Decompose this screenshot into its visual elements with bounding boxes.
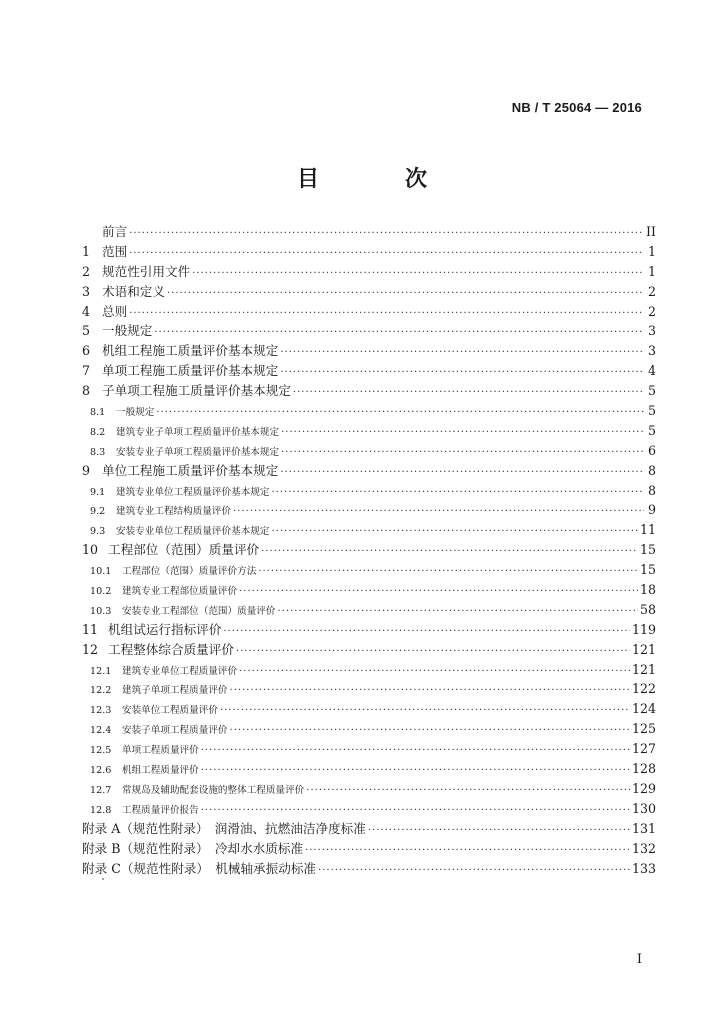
toc-entry-label: 单位工程施工质量评价基本规定	[102, 462, 279, 478]
dot-leader	[280, 363, 644, 383]
toc-entry-page: 5	[647, 383, 656, 399]
toc-entry-label: 单项工程质量评价	[122, 745, 199, 757]
toc-entry-number: 12	[82, 641, 99, 657]
toc-entry-number: 2	[82, 263, 91, 279]
toc-entry-label: 一般规定	[116, 407, 155, 419]
toc-entry[interactable]	[82, 341, 656, 361]
dot-leader	[280, 463, 644, 483]
toc-subentry[interactable]	[82, 719, 656, 739]
toc-entry-number: 8.2	[90, 426, 106, 438]
toc-subentry[interactable]	[82, 679, 656, 699]
toc-entry-number: 12.7	[90, 784, 112, 796]
toc-entry-page: 119	[631, 621, 656, 637]
dot-leader	[239, 662, 630, 682]
toc-entry-label: 工程部位（范围）质量评价方法	[122, 566, 257, 578]
toc-subentry[interactable]	[82, 699, 656, 719]
toc-entry-page: 1	[647, 243, 656, 259]
dot-leader	[167, 284, 644, 304]
toc-entry-label: 范围	[102, 243, 128, 259]
toc-subentry[interactable]	[82, 500, 656, 520]
toc-entry-label: 单项工程施工质量评价基本规定	[102, 363, 279, 379]
dot-leader	[230, 681, 630, 701]
dot-leader	[239, 582, 638, 602]
toc-subentry[interactable]	[82, 660, 656, 680]
toc-entry-label: 机组试运行指标评价	[108, 621, 222, 637]
toc-entry-page: 2	[647, 283, 656, 299]
toc-entry-label: 常规岛及辅助配套设施的整体工程质量评价	[122, 784, 305, 796]
dot-leader	[305, 841, 630, 861]
dot-leader	[156, 403, 644, 423]
toc-entry[interactable]	[82, 540, 656, 560]
toc-subentry[interactable]	[82, 779, 656, 799]
dot-leader	[278, 602, 638, 622]
toc-entry-label: 安装专业子单项工程质量评价基本规定	[116, 446, 280, 458]
toc-entry-label: 安装单位工程质量评价	[122, 705, 218, 717]
toc-entry-label: 工程整体综合质量评价	[108, 641, 234, 657]
toc-entry[interactable]	[82, 381, 656, 401]
toc-subentry[interactable]	[82, 481, 656, 501]
dot-leader	[281, 423, 644, 443]
dot-leader	[220, 701, 630, 721]
toc-entry-page: 133	[631, 860, 656, 876]
toc-entry-page: 6	[647, 442, 656, 458]
toc-entry-page: 128	[631, 761, 656, 777]
toc-entry[interactable]	[82, 839, 656, 859]
toc-entry[interactable]	[82, 620, 656, 640]
toc-entry-page: 3	[647, 323, 656, 339]
toc-entry[interactable]	[82, 859, 656, 879]
dot-leader	[201, 741, 630, 761]
dot-leader	[230, 721, 630, 741]
toc-entry-label: 一般规定	[102, 323, 153, 339]
toc-entry-label: 机组工程施工质量评价基本规定	[102, 343, 279, 359]
toc-entry[interactable]	[82, 640, 656, 660]
toc-entry-number: 10	[82, 542, 99, 558]
toc-subentry[interactable]	[82, 759, 656, 779]
toc-entry-page: 121	[631, 641, 656, 657]
dot-leader	[129, 304, 644, 324]
toc-entry[interactable]	[82, 321, 656, 341]
toc-entry-number: 4	[82, 303, 91, 319]
toc-entry-page: 1	[647, 263, 656, 279]
toc-entry-number: 9	[82, 462, 91, 478]
toc-subentry[interactable]	[82, 401, 656, 421]
toc-entry-page: 124	[631, 701, 656, 717]
dot-leader	[201, 761, 630, 781]
toc-entry-page: 8	[647, 462, 656, 478]
standard-code: NB / T 25064 — 2016	[511, 100, 642, 115]
toc-entry-label: 子单项工程施工质量评价基本规定	[102, 383, 291, 399]
toc-entry-page: 8	[647, 482, 656, 498]
dot-leader	[236, 642, 630, 662]
toc-entry-number: 11	[82, 621, 99, 637]
toc-subentry[interactable]	[82, 600, 656, 620]
toc-entry-page: 129	[631, 780, 656, 796]
toc-entry-page: 131	[631, 820, 656, 836]
toc-entry-number: 8.1	[90, 407, 106, 419]
toc-entry-number: 12.4	[90, 725, 112, 737]
dot-leader	[306, 781, 630, 801]
toc-entry[interactable]	[82, 222, 656, 242]
toc-entry-page: 132	[631, 840, 656, 856]
toc-entry-number: 10.3	[90, 605, 112, 617]
toc-entry-number: 8	[82, 383, 91, 399]
toc-entry-page: 4	[647, 363, 656, 379]
toc-entry-label: 机组工程质量评价	[122, 765, 199, 777]
toc-subentry[interactable]	[82, 799, 656, 819]
toc-subentry[interactable]	[82, 560, 656, 580]
toc-entry-number: 9.3	[90, 526, 106, 538]
toc-entry-page: 15	[639, 562, 656, 578]
toc-entry-number: 12.1	[90, 665, 112, 677]
toc-entry-page: 130	[631, 800, 656, 816]
toc-entry-number: 10.1	[90, 566, 112, 578]
toc-entry-label: 建筑子单项工程质量评价	[122, 685, 228, 697]
toc-entry-page: 15	[639, 542, 656, 558]
toc-entry-page: 3	[647, 343, 656, 359]
toc-entry[interactable]	[82, 302, 656, 322]
dot-leader	[293, 383, 644, 403]
toc-subentry[interactable]	[82, 441, 656, 461]
dot-leader	[129, 244, 644, 264]
toc-entry-page: II	[646, 224, 656, 239]
toc-entry[interactable]	[82, 819, 656, 839]
toc-entry[interactable]	[82, 461, 656, 481]
toc-entry-label: 建筑专业单位工程质量评价基本规定	[116, 486, 270, 498]
toc-entry-label: 建筑专业工程部位质量评价	[122, 586, 238, 598]
toc-subentry[interactable]	[82, 520, 656, 540]
toc-entry-page: 127	[631, 741, 656, 757]
toc-entry-page: 11	[639, 522, 656, 538]
toc-entry-number: 12.3	[90, 705, 112, 717]
toc-entry-label: 附录 A（规范性附录） 润滑油、抗燃油洁净度标准	[82, 820, 366, 836]
toc-entry-label: 建筑专业工程结构质量评价	[116, 506, 232, 518]
toc-entry-page: 125	[631, 721, 656, 737]
toc-entry[interactable]	[82, 242, 656, 262]
toc-entry-number: 12.5	[90, 745, 112, 757]
page-title: 目 次	[296, 167, 459, 192]
toc-entry-number: 7	[82, 363, 91, 379]
dot-leader	[129, 224, 644, 244]
toc-entry-label: 附录 B（规范性附录） 冷却水水质标准	[82, 840, 304, 856]
toc-entry-number: 10.2	[90, 586, 112, 598]
dot-leader	[272, 522, 638, 542]
toc-entry-label: 规范性引用文件	[102, 263, 191, 279]
dot-leader	[192, 264, 644, 284]
dot-leader	[272, 483, 645, 503]
toc-entry-label: 总则	[102, 303, 128, 319]
toc-entry-number: 12.6	[90, 765, 112, 777]
toc-entry-label: 工程质量评价报告	[122, 804, 199, 816]
toc-entry-label: 建筑专业子单项工程质量评价基本规定	[116, 426, 280, 438]
toc-entry-page: 121	[631, 661, 656, 677]
dot-leader	[318, 861, 630, 881]
dot-leader	[280, 343, 644, 363]
toc-entry-number: 12.8	[90, 804, 112, 816]
toc-entry-number: 8.3	[90, 446, 106, 458]
toc-entry-number: 1	[82, 243, 91, 259]
dot-leader	[223, 622, 630, 642]
dot-leader	[261, 542, 638, 562]
toc-entry-number: 9.2	[90, 506, 106, 518]
toc-subentry[interactable]	[82, 421, 656, 441]
toc-entry-page: 122	[631, 681, 656, 697]
toc-entry-page: 58	[639, 601, 656, 617]
toc-entry-label: 安装子单项工程质量评价	[122, 725, 228, 737]
toc-entry[interactable]	[82, 282, 656, 302]
toc-entry-number: 9.1	[90, 486, 106, 498]
toc-entry-label: 术语和定义	[102, 283, 165, 299]
toc-entry-label: 安装专业单位工程质量评价基本规定	[116, 526, 270, 538]
toc-entry-number: 5	[82, 323, 91, 339]
toc-entry-label: 安装专业工程部位（范围）质量评价	[122, 605, 276, 617]
dot-leader	[258, 562, 638, 582]
toc-entry-page: 5	[647, 422, 656, 438]
toc-subentry[interactable]	[82, 739, 656, 759]
toc-entry-page: 5	[647, 403, 656, 419]
toc-entry[interactable]	[82, 262, 656, 282]
toc-entry-page: 9	[647, 502, 656, 518]
dot-leader	[368, 821, 630, 841]
toc-entry-number: 6	[82, 343, 91, 359]
scan-speck	[102, 878, 104, 880]
toc-entry[interactable]	[82, 361, 656, 381]
page-folio: I	[636, 952, 642, 967]
toc-entry-label: 建筑专业单位工程质量评价	[122, 665, 238, 677]
toc-entry-number: 12.2	[90, 685, 112, 697]
toc-entry-label: 附录 C（规范性附录） 机械轴承振动标准	[82, 860, 317, 876]
toc-entry-page: 2	[647, 303, 656, 319]
toc-subentry[interactable]	[82, 580, 656, 600]
toc-entry-label: 工程部位（范围）质量评价	[108, 542, 260, 558]
toc-entry-number: 3	[82, 283, 91, 299]
table-of-contents	[82, 222, 656, 878]
toc-entry-page: 18	[639, 582, 656, 598]
dot-leader	[233, 502, 644, 522]
toc-entry-label: 前言	[102, 224, 128, 239]
dot-leader	[281, 443, 644, 463]
